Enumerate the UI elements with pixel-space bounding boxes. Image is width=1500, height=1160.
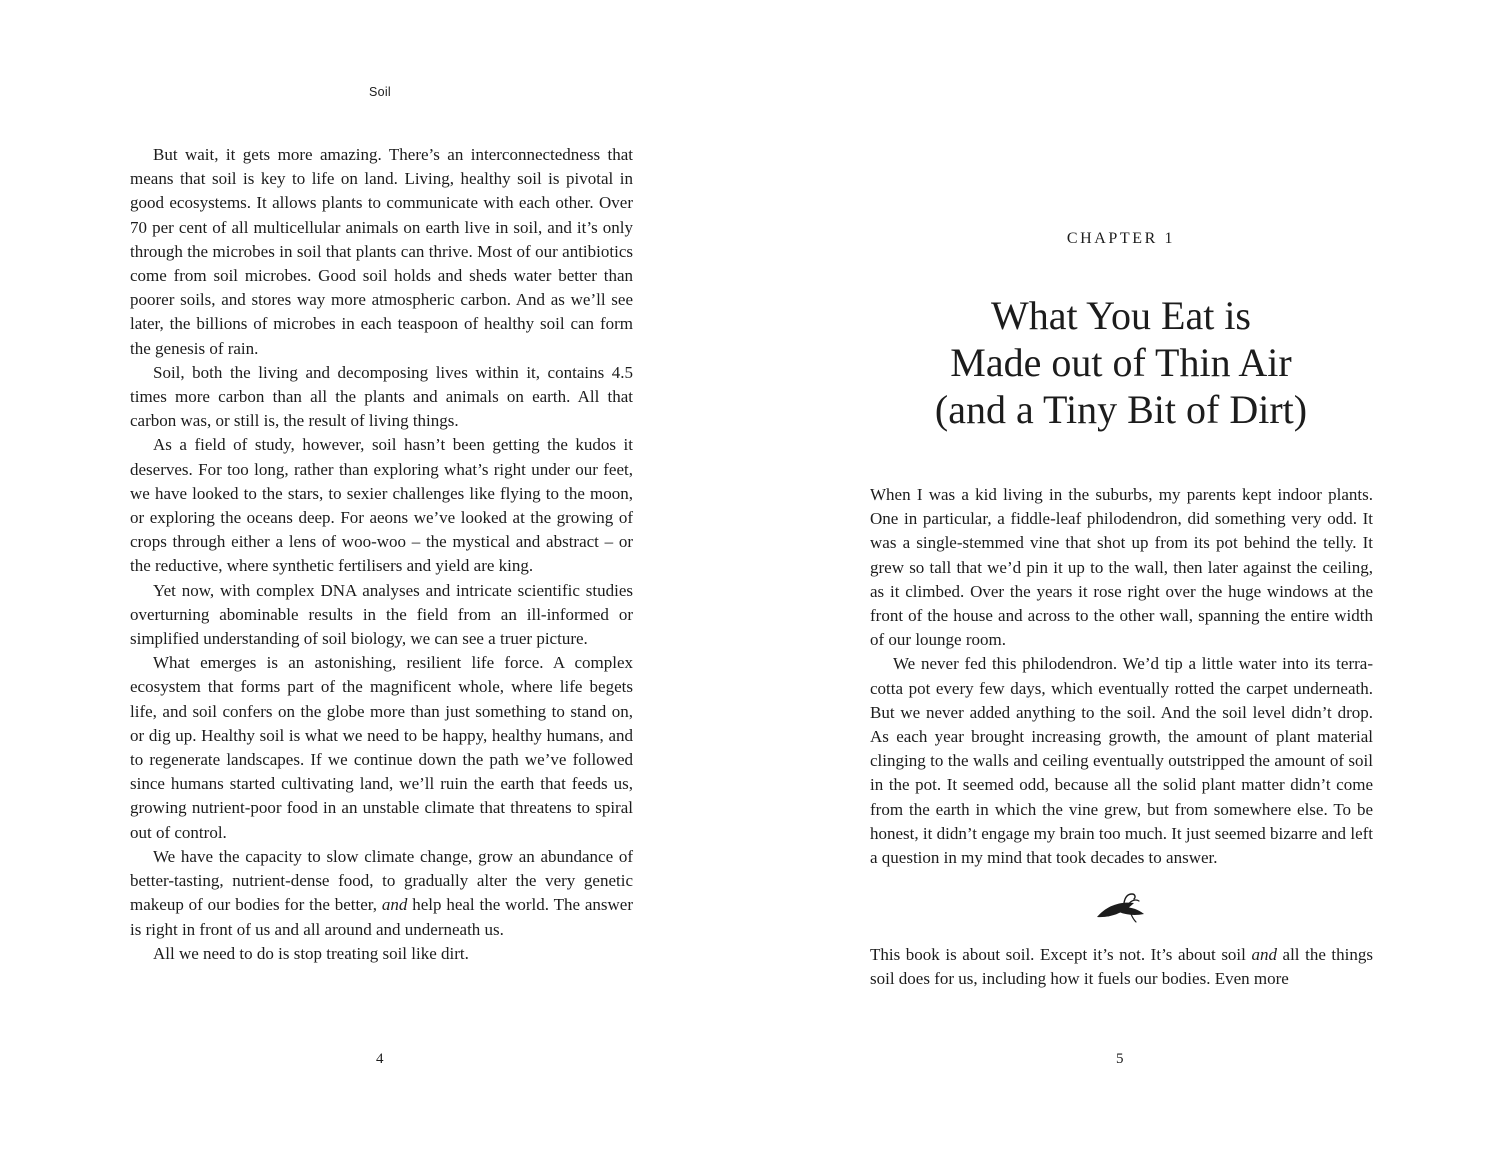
chapter-label: CHAPTER 1 — [1066, 230, 1176, 247]
paragraph: Soil, both the living and decomposing lives within it, contains 4.5 times more carbon than all the plants and animals on earth. All that carbon was, or still is, the result of living things. — [130, 362, 633, 431]
emphasis-text: and — [1251, 945, 1277, 964]
paragraph: All we need to do is stop treating soil like dirt. — [153, 943, 469, 963]
right-body-text — [870, 483, 1373, 870]
running-head: Soil — [368, 85, 392, 99]
chapter-title-line: What You Eat is — [991, 293, 1251, 338]
page-number: 5 — [1116, 1051, 1124, 1067]
chapter-title — [750, 292, 1492, 433]
emphasis-text: and — [381, 895, 408, 915]
text-run: This book is about soil. Except it’s not. It’s about soil — [870, 945, 1252, 964]
chapter-title-line: (and a Tiny Bit of Dirt) — [934, 387, 1308, 432]
chapter-title-line: Made out of Thin Air — [950, 340, 1292, 385]
paragraph: As a field of study, however, soil hasn’t been getting the kudos it deserves. For too long, rather than exploring what’s right under our feet, we have looked to the stars, to sexier challenges like flying to the moon, or exploring the oceans deep. For aeons we’ve looked at the growing of crops through either a lens of woo-woo – the mystical and abstract – or the reductive, where synthetic fertilisers and yield are king. — [130, 435, 633, 576]
left-body-text — [130, 143, 633, 966]
page-number: 4 — [376, 1051, 384, 1067]
right-page — [750, 0, 1500, 1160]
paragraph — [870, 943, 1373, 991]
paragraph: What emerges is an astonishing, resilient life force. A complex ecosystem that forms part of the magnificent whole, where life begets life, and soil confers on the globe more than just something to stand on, or dig up. Healthy soil is what we need to be happy, healthy humans, and to regenerate landscapes. If we continue down the path we’ve followed since humans started cultivating land, we’ll ruin the earth that feeds us, growing nutrient-poor food in an unstable climate that threatens to spiral out of control. — [130, 653, 633, 842]
pea-pod-icon — [1094, 888, 1148, 924]
paragraph: When I was a kid living in the suburbs, my parents kept indoor plants. One in particular, a fiddle-leaf philodendron, did something very odd. It was a single-stemmed vine that shot up from its pot behind the telly. It grew so tall that we’d pin it up to the wall, then later against the ceiling, as it climbed. Over the years it rose right over the huge windows at the front of the house and across to the other wall, spanning the entire width of our lounge room. — [870, 485, 1373, 650]
paragraph: We never fed this philodendron. We’d tip a little water into its terracotta pot every few days, which eventually rotted the carpet underneath. But we never added anything to the soil. And the soil level didn’t drop. As each year brought increasing growth, the amount of plant material clinging to the walls and ceiling eventually outstripped the amount of soil in the pot. It seemed odd, because all the solid plant matter didn’t come from the earth in which the vine grew, but from somewhere else. To be honest, it didn’t engage my brain too much. It just seemed bizarre and left a question in my mind that took decades to answer. — [870, 654, 1373, 868]
paragraph: But wait, it gets more amazing. There’s an interconnectedness that means that soil is key to life on land. Living, healthy soil is pivotal in good ecosystems. It allows plants to communicate with each other. Over 70 per cent of all multicellular animals on earth live in soil, and it’s only through the microbes in soil that plants can thrive. Most of our antibiotics come from soil microbes. Good soil holds and sheds water better than poorer soils, and stores way more atmospheric carbon. And as we’ll see later, the billions of microbes in each teaspoon of healthy soil can form the genesis of rain. — [130, 145, 633, 358]
paragraph: Yet now, with complex DNA analyses and intricate scientific studies overturning abominable results in the field from an ill-informed or simplified understanding of soil biology, we can see a truer picture. — [130, 580, 633, 649]
text-run: We have the capacity to slow climate change, grow an abundance of better-tasting, nutrient-dense food, to gradually alter the very genetic makeup of our bodies for the better, — [130, 846, 633, 915]
text-run: help heal the world. The answer is right in front of us and all around and underneath us. — [130, 895, 634, 939]
right-body-text-after-break — [870, 943, 1373, 991]
text-run: all the things soil does for us, including how it fuels our bodies. Even more — [870, 945, 1373, 989]
paragraph — [130, 845, 633, 942]
